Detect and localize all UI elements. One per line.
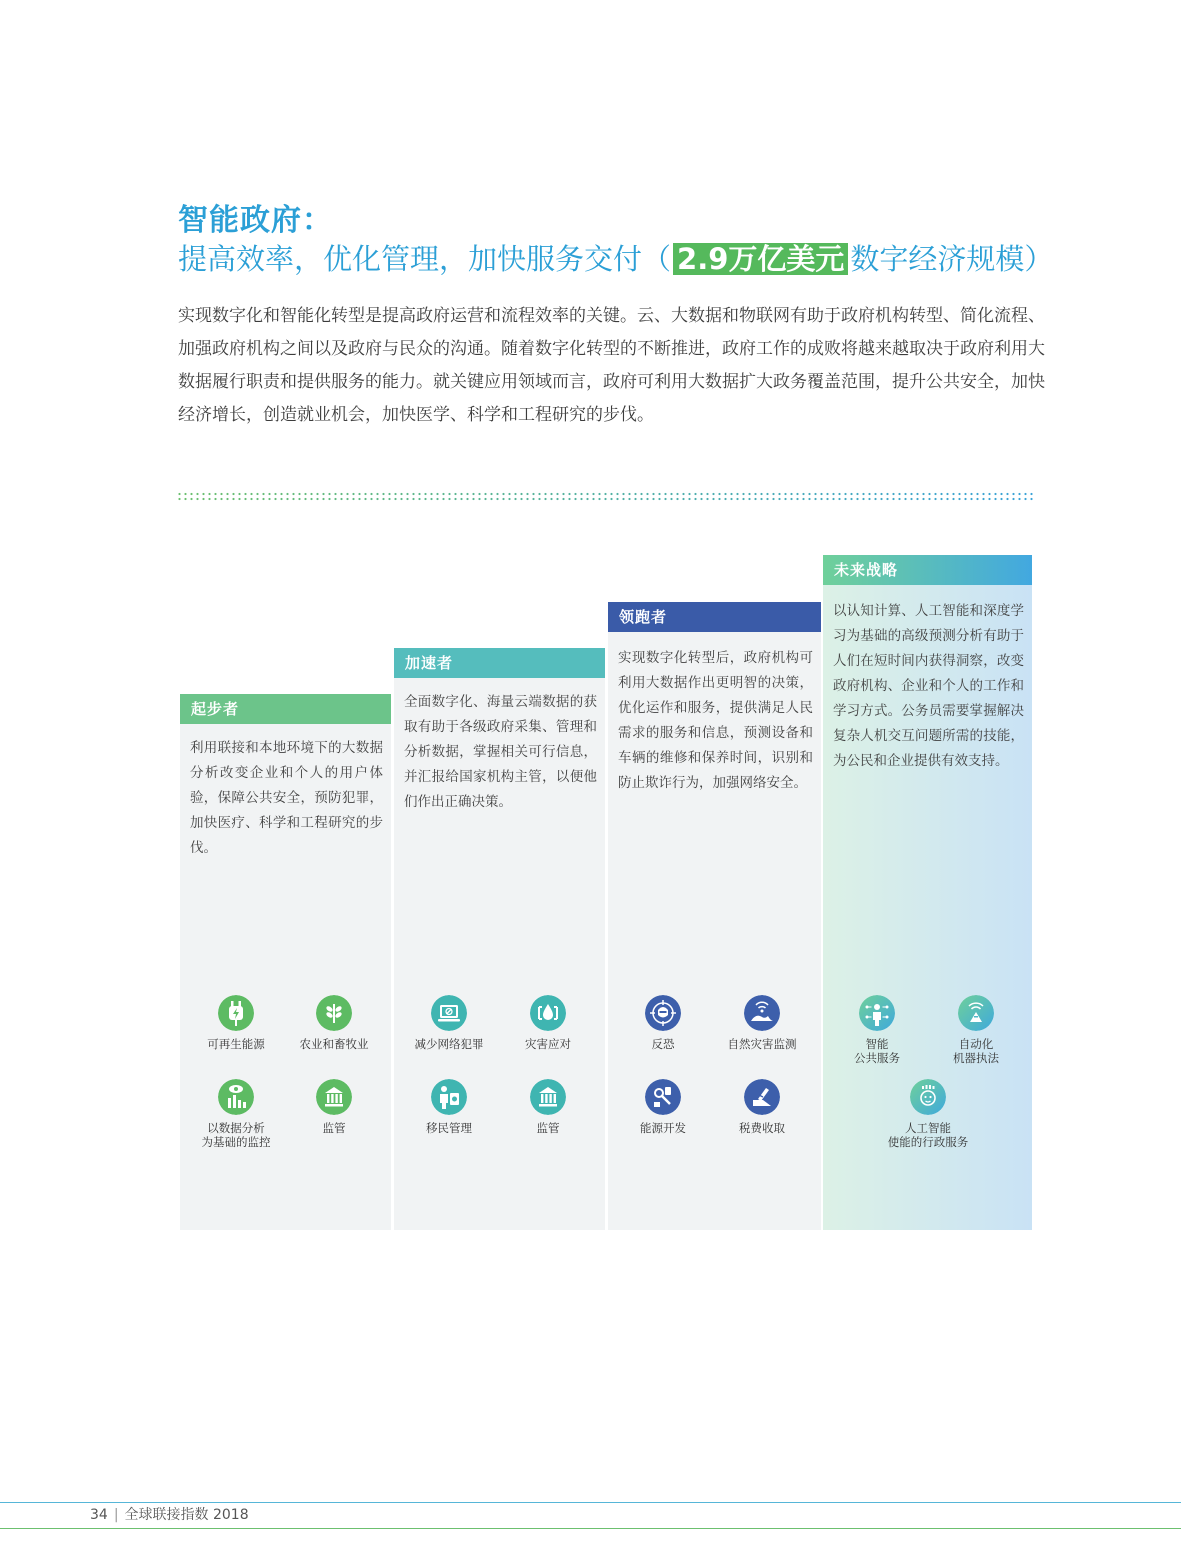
icon-item: [186, 995, 286, 1051]
regulation-icon: [530, 1079, 566, 1115]
ai-administration-icon: [910, 1079, 946, 1115]
disaster-response-icon: [530, 995, 566, 1031]
icon-label: 自动化 机器执法: [953, 1037, 999, 1065]
stage-body: [394, 678, 605, 1230]
icon-label: 减少网络犯罪: [414, 1037, 484, 1051]
icon-item: [613, 1079, 713, 1135]
stage-header: 未来战略: [823, 555, 1032, 585]
smart-public-service-icon: [859, 995, 895, 1031]
stage-column-starter: [180, 694, 391, 1230]
counter-terrorism-icon: [645, 995, 681, 1031]
stage-header: 起步者: [180, 694, 391, 724]
page-number: 34: [90, 1507, 108, 1523]
icon-label: 农业和畜牧业: [299, 1037, 369, 1051]
icon-item: [613, 995, 713, 1051]
stage-header: 领跑者: [608, 602, 821, 632]
icon-label: 以数据分析 为基础的监控: [201, 1121, 271, 1149]
icon-label: 人工智能 使能的行政服务: [887, 1121, 969, 1149]
publication-title: 全球联接指数 2018: [124, 1507, 249, 1523]
stage-column-accelerator: [394, 648, 605, 1230]
stage-header: 加速者: [394, 648, 605, 678]
immigration-icon: [431, 1079, 467, 1115]
icon-label: 可再生能源: [207, 1037, 265, 1051]
icon-label: 税费收取: [739, 1121, 785, 1135]
page-footer: [90, 1506, 249, 1524]
icon-item: [284, 1079, 384, 1135]
intro-paragraph: 实现数字化和智能化转型是提高政府运营和流程效率的关键。云、大数据和物联网有助于政府机构转型、简化流程、加强政府机构之间以及政府与民众的沟通。随着数字化转型的不断推进，政府工作的成败将越来越取决于政府利用大数据履行职责和提供服务的能力。就关键应用领域而言，政府可利用大数据扩大政务覆盖范围，提升公共安全，加快经济增长，创造就业机会，加快医学、科学和工程研究的步伐。: [178, 306, 1045, 425]
regulation-icon: [316, 1079, 352, 1115]
cybercrime-icon: [431, 995, 467, 1031]
icon-label: 监管: [536, 1121, 560, 1135]
heading-kicker: 智能政府：: [178, 203, 333, 238]
icon-label: 移民管理: [426, 1121, 472, 1135]
automated-enforcement-icon: [958, 995, 994, 1031]
icon-label: 灾害应对: [525, 1037, 571, 1051]
heading-suffix: 数字经济规模）: [850, 242, 1054, 276]
disaster-monitoring-icon: [744, 995, 780, 1031]
icon-item: [399, 995, 499, 1051]
icon-item: [399, 1079, 499, 1135]
stage-description: 利用联接和本地环境下的大数据分析改变企业和个人的用户体验，保障公共安全，预防犯罪，加快医疗、科学和工程研究的步伐。: [190, 740, 383, 856]
icon-item: [827, 995, 927, 1065]
icon-label: 自然灾害监测: [727, 1037, 797, 1051]
renewable-energy-icon: [218, 995, 254, 1031]
icon-label: 反恐: [651, 1037, 675, 1051]
icon-item: [926, 995, 1026, 1065]
agriculture-icon: [316, 995, 352, 1031]
stage-description: 实现数字化转型后，政府机构可利用大数据作出更明智的决策，优化运作和服务，提供满足人民需求的服务和信息，预测设备和车辆的维修和保养时间，识别和防止欺诈行为，加强网络安全。: [618, 650, 813, 791]
footer-rule-top: [0, 1502, 1181, 1503]
icon-label: 监管: [322, 1121, 346, 1135]
icon-item: [878, 1079, 978, 1149]
heading-subtitle: [178, 239, 1054, 279]
tax-collection-icon: [744, 1079, 780, 1115]
dotted-divider: [178, 492, 1034, 502]
icon-label: 智能 公共服务: [854, 1037, 900, 1065]
icon-item: [186, 1079, 286, 1149]
stage-column-leader: [608, 602, 821, 1230]
icon-label: 能源开发: [640, 1121, 686, 1135]
data-monitoring-icon: [218, 1079, 254, 1115]
stage-description: 以认知计算、人工智能和深度学习为基础的高级预测分析有助于人们在短时间内获得洞察，改变政府机构、企业和个人的工作和学习方式。公务员需要掌握解决复杂人机交互问题所需的技能，为公民和企业提供有效支持。: [833, 603, 1024, 769]
stage-body: [608, 632, 821, 1230]
heading-prefix: 提高效率，优化管理，加快服务交付（: [178, 242, 672, 276]
footer-separator: |: [113, 1507, 119, 1523]
stage-description: 全面数字化、海量云端数据的获取有助于各级政府采集、管理和分析数据，掌握相关可行信息，并汇报给国家机构主管，以便他们作出正确决策。: [404, 694, 597, 810]
energy-development-icon: [645, 1079, 681, 1115]
stage-body: [180, 724, 391, 1230]
icon-item: [498, 995, 598, 1051]
icon-item: [284, 995, 384, 1051]
icon-item: [712, 995, 812, 1051]
section-heading: [178, 203, 1054, 279]
footer-rule-bottom: [0, 1528, 1181, 1529]
heading-highlight-value: 2.9万亿美元: [673, 243, 848, 275]
icon-item: [712, 1079, 812, 1135]
icon-item: [498, 1079, 598, 1135]
